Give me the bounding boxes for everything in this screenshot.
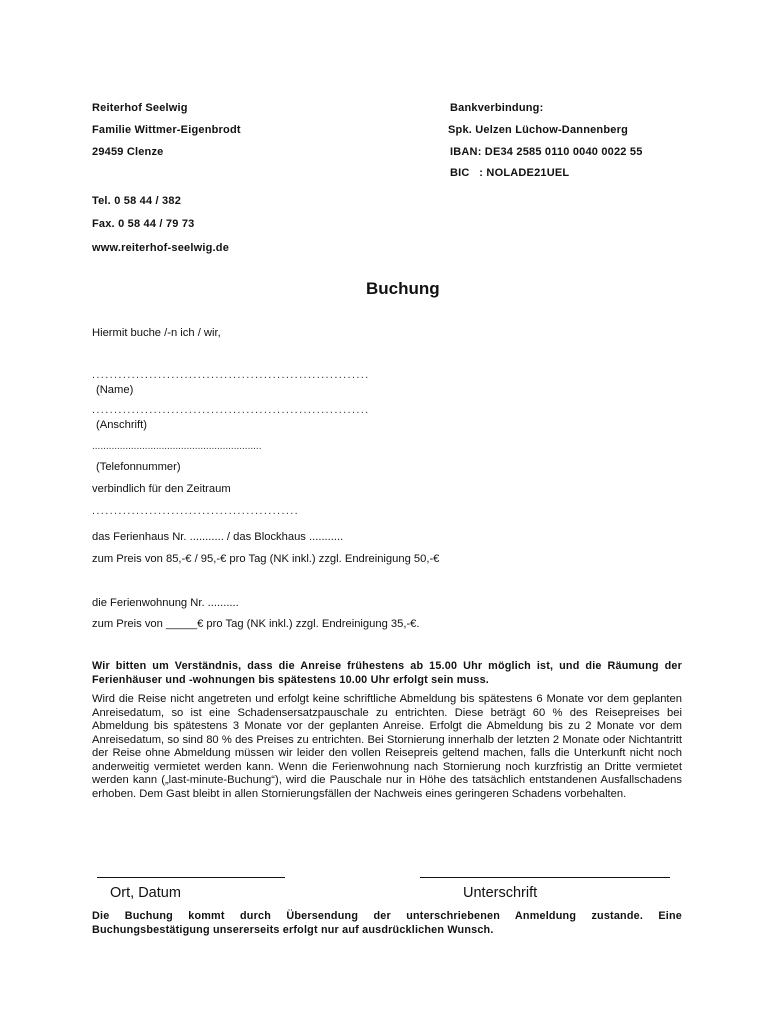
company-name: Reiterhof Seelwig	[92, 102, 188, 114]
phone-field[interactable]: .............................................................	[92, 441, 262, 452]
address-label: (Anschrift)	[96, 419, 147, 431]
place-date-line[interactable]	[97, 877, 285, 878]
page-title: Buchung	[366, 279, 440, 298]
company-family: Familie Wittmer-Eigenbrodt	[92, 124, 241, 136]
contact-phone: Tel. 0 58 44 / 382	[92, 195, 182, 207]
period-field[interactable]: ...............................................	[92, 505, 300, 517]
name-field[interactable]: ...............................................................	[92, 369, 370, 381]
bank-heading: Bankverbindung:	[450, 102, 544, 114]
contact-website[interactable]: www.reiterhof-seelwig.de	[92, 242, 230, 254]
arrival-notice: Wir bitten um Verständnis, dass die Anreise frühestens ab 15.00 Uhr möglich ist, und die Räumung der Ferienhäuser und -wohnungen bis spätestens 10.00 Uhr erfolgt sein muss.	[92, 660, 682, 686]
booking-footer-note: Die Buchung kommt durch Übersendung der unterschriebenen Anmeldung zustande. Eine Buchungsbestätigung unsererseits erfolgt nur auf ausdrücklichen Wunsch.	[92, 910, 682, 936]
contact-fax: Fax. 0 58 44 / 79 73	[92, 218, 195, 230]
name-label: (Name)	[96, 384, 134, 396]
cancellation-terms: Wird die Reise nicht angetreten und erfolgt keine schriftliche Abmeldung bis spätestens 6 Monate vor dem geplanten Anreisedatum, so ist eine Schadensersatzpauschale zu entrichten. Diese beträgt 60 % des Reisepreises bei Abmeldung bis spätestens 3 Monate vor der geplanten Anreise. Erfolgt die Abmeldung bis zu 2 Monate vor dem Anreisedatum, so sind 80 % des Preises zu entrichten. Bei Stornierung innerhalb der letzten 2 Monate oder Nichtantritt der Reise ohne Abmeldung müssen wir leider den vollen Reisepreis geltend machen, falls die Unterkunft nicht noch anderweitig vermietet werden kann. Wenn die Ferienwohnung nach Stornierung noch kurzfristig an Dritte vermietet werden kann („last-minute-Buchung“), wird die Pauschale nur in Höhe des tatsächlich entstandenen Ausfallschadens erhoben. Dem Gast bleibt in allen Stornierungsfällen der Nachweis eines geringeren Schadens vorbehalten.	[92, 693, 682, 800]
bank-iban: IBAN: DE34 2585 0110 0040 0022 55	[450, 146, 643, 158]
signature-line[interactable]	[420, 877, 670, 878]
address-field[interactable]: ...............................................................	[92, 404, 370, 416]
company-city: 29459 Clenze	[92, 146, 164, 158]
signature-label: Unterschrift	[463, 885, 538, 901]
period-text: verbindlich für den Zeitraum	[92, 483, 231, 495]
bank-name: Spk. Uelzen Lüchow-Dannenberg	[448, 124, 628, 136]
apartment-price[interactable]: zum Preis von _____€ pro Tag (NK inkl.) zzgl. Endreinigung 35,-€.	[92, 618, 420, 630]
place-date-label: Ort, Datum	[110, 885, 181, 901]
phone-label: (Telefonnummer)	[96, 461, 181, 473]
house-price: zum Preis von 85,-€ / 95,-€ pro Tag (NK inkl.) zzgl. Endreinigung 50,-€	[92, 553, 440, 565]
bank-bic: BIC : NOLADE21UEL	[450, 167, 570, 179]
house-line[interactable]: das Ferienhaus Nr. ........... / das Blockhaus ...........	[92, 531, 344, 543]
apartment-line[interactable]: die Ferienwohnung Nr. ..........	[92, 597, 239, 609]
intro-text: Hiermit buche /-n ich / wir,	[92, 327, 221, 339]
